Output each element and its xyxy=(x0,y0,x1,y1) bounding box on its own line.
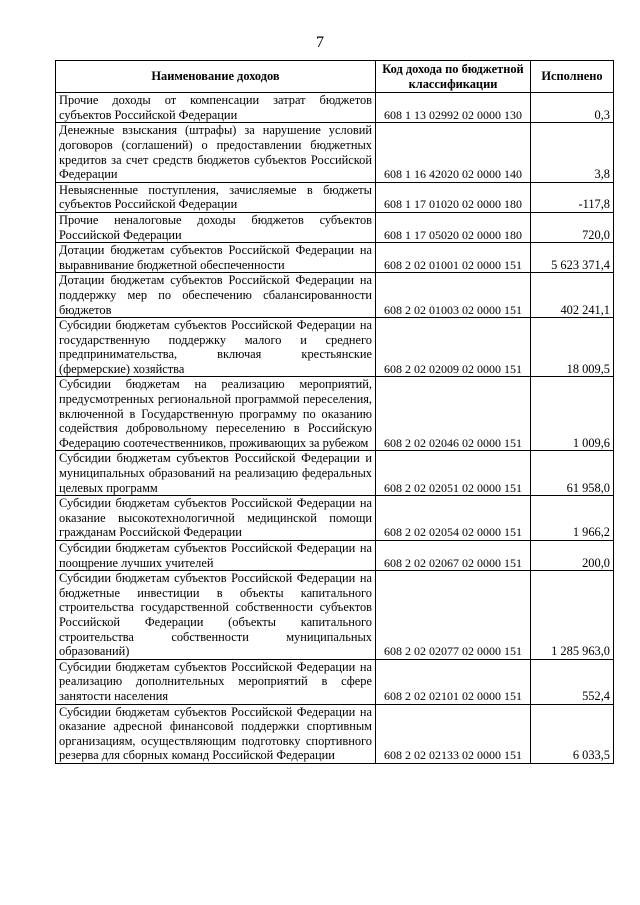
executed-amount-cell: 3,8 xyxy=(531,123,614,182)
income-code-cell: 608 2 02 02046 02 0000 151 xyxy=(376,377,531,451)
income-code-cell: 608 1 16 42020 02 0000 140 xyxy=(376,123,531,182)
header-income-code: Код дохода по бюджетной классификации xyxy=(376,61,531,93)
income-name-cell: Дотации бюджетам субъектов Российской Федерации на выравнивание бюджетной обеспеченности xyxy=(56,243,376,273)
executed-amount-cell: 5 623 371,4 xyxy=(531,243,614,273)
income-code-cell: 608 1 17 01020 02 0000 180 xyxy=(376,182,531,212)
executed-amount-cell: 720,0 xyxy=(531,212,614,242)
income-code-cell: 608 2 02 02101 02 0000 151 xyxy=(376,659,531,704)
table-row xyxy=(56,451,614,496)
header-income-name: Наименование доходов xyxy=(56,61,376,93)
income-name-cell: Прочие доходы от компенсации затрат бюджетов субъектов Российской Федерации xyxy=(56,93,376,123)
income-code-cell: 608 1 17 05020 02 0000 180 xyxy=(376,212,531,242)
executed-amount-cell: 18 009,5 xyxy=(531,318,614,377)
table-header-row xyxy=(56,61,614,93)
income-code-cell: 608 2 02 02077 02 0000 151 xyxy=(376,571,531,660)
executed-amount-cell: 1 009,6 xyxy=(531,377,614,451)
executed-amount-cell: 1 285 963,0 xyxy=(531,571,614,660)
income-name-cell: Субсидии бюджетам субъектов Российской Федерации на государственную поддержку малого и среднего предпринимательства, включая крестьянские (фермерские) хозяйства xyxy=(56,318,376,377)
table-row xyxy=(56,123,614,182)
income-name-cell: Субсидии бюджетам субъектов Российской Федерации на реализацию дополнительных мероприятий в сфере занятости населения xyxy=(56,659,376,704)
table-row xyxy=(56,659,614,704)
income-name-cell: Субсидии бюджетам субъектов Российской Федерации на оказание адресной финансовой поддержки спортивным организациям, осуществляющим подготовку спортивного резерва для сборных команд Российской Федерации xyxy=(56,704,376,763)
header-executed: Исполнено xyxy=(531,61,614,93)
table-row xyxy=(56,212,614,242)
income-table xyxy=(55,60,614,764)
table-row xyxy=(56,377,614,451)
income-code-cell: 608 2 02 01003 02 0000 151 xyxy=(376,273,531,318)
income-code-cell: 608 2 02 02133 02 0000 151 xyxy=(376,704,531,763)
page-number: 7 xyxy=(316,34,324,51)
executed-amount-cell: 200,0 xyxy=(531,541,614,571)
table-row xyxy=(56,571,614,660)
income-code-cell: 608 1 13 02992 02 0000 130 xyxy=(376,93,531,123)
table-row xyxy=(56,273,614,318)
income-name-cell: Невыясненные поступления, зачисляемые в бюджеты субъектов Российской Федерации xyxy=(56,182,376,212)
income-name-cell: Субсидии бюджетам субъектов Российской Федерации на поощрение лучших учителей xyxy=(56,541,376,571)
income-name-cell: Субсидии бюджетам субъектов Российской Федерации на бюджетные инвестиции в объекты капитального строительства государственной собственности субъектов Российской Федерации (объекты капитального строительства собственности муниципальных образований) xyxy=(56,571,376,660)
income-name-cell: Денежные взыскания (штрафы) за нарушение условий договоров (соглашений) о предоставлении бюджетных кредитов за счет средств бюджетов субъектов Российской Федерации xyxy=(56,123,376,182)
executed-amount-cell: 552,4 xyxy=(531,659,614,704)
executed-amount-cell: 6 033,5 xyxy=(531,704,614,763)
executed-amount-cell: 61 958,0 xyxy=(531,451,614,496)
table-row xyxy=(56,704,614,763)
table-row xyxy=(56,496,614,541)
table-row xyxy=(56,243,614,273)
income-name-cell: Субсидии бюджетам субъектов Российской Федерации на оказание высокотехнологичной медицинской помощи гражданам Российской Федерации xyxy=(56,496,376,541)
table-row xyxy=(56,93,614,123)
table-row xyxy=(56,182,614,212)
income-name-cell: Субсидии бюджетам на реализацию мероприятий, предусмотренных региональной программой переселения, включенной в Государственную программу по оказанию содействия добровольному переселению в Российскую Федерацию соотечественников, проживающих за рубежом xyxy=(56,377,376,451)
income-name-cell: Прочие неналоговые доходы бюджетов субъектов Российской Федерации xyxy=(56,212,376,242)
table-row xyxy=(56,318,614,377)
income-code-cell: 608 2 02 02009 02 0000 151 xyxy=(376,318,531,377)
table-row xyxy=(56,541,614,571)
income-name-cell: Субсидии бюджетам субъектов Российской Федерации и муниципальных образований на реализацию федеральных целевых программ xyxy=(56,451,376,496)
executed-amount-cell: 0,3 xyxy=(531,93,614,123)
income-code-cell: 608 2 02 01001 02 0000 151 xyxy=(376,243,531,273)
executed-amount-cell: 402 241,1 xyxy=(531,273,614,318)
executed-amount-cell: 1 966,2 xyxy=(531,496,614,541)
income-code-cell: 608 2 02 02051 02 0000 151 xyxy=(376,451,531,496)
income-code-cell: 608 2 02 02054 02 0000 151 xyxy=(376,496,531,541)
income-code-cell: 608 2 02 02067 02 0000 151 xyxy=(376,541,531,571)
executed-amount-cell: -117,8 xyxy=(531,182,614,212)
income-name-cell: Дотации бюджетам субъектов Российской Федерации на поддержку мер по обеспечению сбалансированности бюджетов xyxy=(56,273,376,318)
